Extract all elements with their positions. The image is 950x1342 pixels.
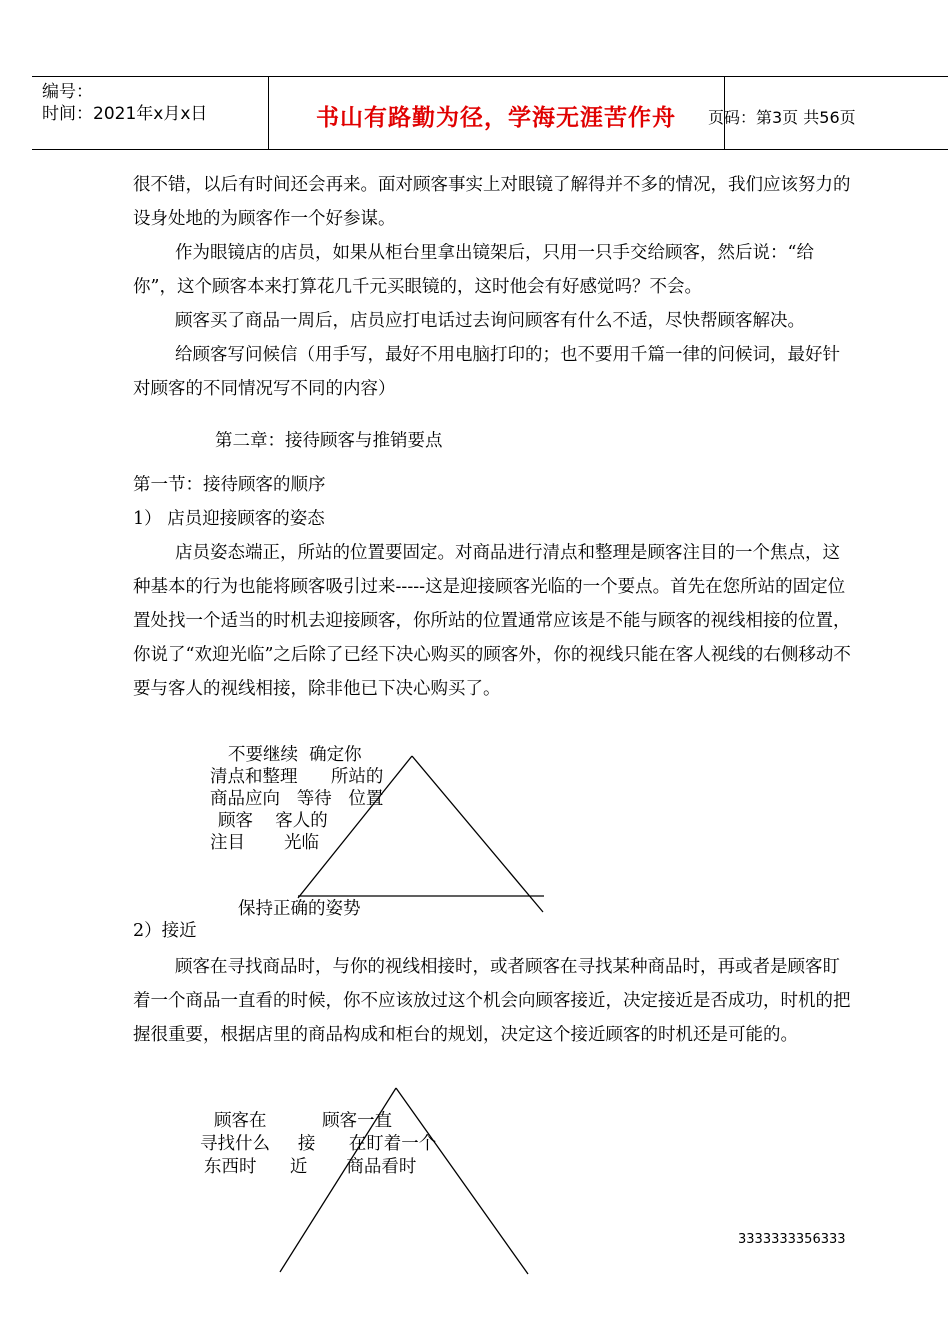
list-item-1: 1） 店员迎接顾客的姿态 xyxy=(133,509,325,529)
triangle1-right-edge xyxy=(412,756,543,912)
paragraph-5: 店员姿态端正，所站的位置要固定。对商品进行清点和整理是顾客注目的一个焦点，这种基本的行为也能将顾客吸引过来-----这是迎接顾客光临的一个要点。首先在您所站的固定位置处找一个适当的时机去迎接顾客，你所站的位置通常应该是不能与顾客的视线相接的位置，你说了“欢迎光临”之后除了已经下决心购买的顾客外，你的视线只能在客人视线的右侧移动不要与客人的视线相接，除非他已下决心购买了。 xyxy=(133,543,851,699)
paragraph-3: 顾客买了商品一周后，店员应打电话过去询问顾客有什么不适，尽快帮顾客解决。 xyxy=(175,311,805,331)
list-item-2: 2）接近 xyxy=(133,921,197,941)
diagram1-base-label: 保持正确的姿势 xyxy=(238,899,361,919)
diagram2-line-1: 顾客在 顾客一直 xyxy=(214,1111,393,1131)
page-number-label: 页码：第3页 共56页 xyxy=(708,108,856,127)
paragraph-6: 顾客在寻找商品时，与你的视线相接时，或者顾客在寻找某种商品时，再或者是顾客盯着一个商品一直看的时候，你不应该放过这个机会向顾客接近，决定接近是否成功，时机的把握很重要，根据店里的商品构成和柜台的规划，决定这个接近顾客的时机还是可能的。 xyxy=(133,957,851,1045)
diagram1-line-4: 顾客 客人的 xyxy=(218,811,328,831)
diagram2-line-2: 寻找什么 接 在盯着一个 xyxy=(200,1134,437,1154)
triangle2-right-edge xyxy=(396,1088,528,1274)
paragraph-1: 很不错，以后有时间还会再来。面对顾客事实上对眼镜了解得并不多的情况，我们应该努力的设身处地的为顾客作一个好参谋。 xyxy=(133,175,851,229)
diagram1-line-2: 清点和整理 所站的 xyxy=(210,767,384,787)
diagram1-line-1: 不要继续 确定你 xyxy=(228,745,362,765)
diagram1-line-5: 注目 光临 xyxy=(210,833,319,853)
time-label: 时间：2021年x月x日 xyxy=(42,104,208,124)
number-label: 编号： xyxy=(42,82,93,102)
chapter-title: 第二章：接待顾客与推销要点 xyxy=(215,431,443,451)
section-title: 第一节：接待顾客的顺序 xyxy=(133,475,326,495)
diagram1-line-3: 商品应向 等待 位置 xyxy=(210,789,384,809)
diagram2-line-3: 东西时 近 商品看时 xyxy=(204,1157,417,1177)
paragraph-4: 给顾客写问候信（用手写，最好不用电脑打印的；也不要用千篇一律的问候词，最好针对顾客的不同情况写不同的内容） xyxy=(133,345,840,399)
header-motto: 书山有路勤为径，学海无涯苦作舟 xyxy=(316,104,676,131)
footer-code: 3333333356333 xyxy=(738,1232,846,1247)
paragraph-2: 作为眼镜店的店员，如果从柜台里拿出镜架后，只用一只手交给顾客，然后说：“给你”，这个顾客本来打算花几千元买眼镜的，这时他会有好感觉吗？不会。 xyxy=(133,243,814,297)
